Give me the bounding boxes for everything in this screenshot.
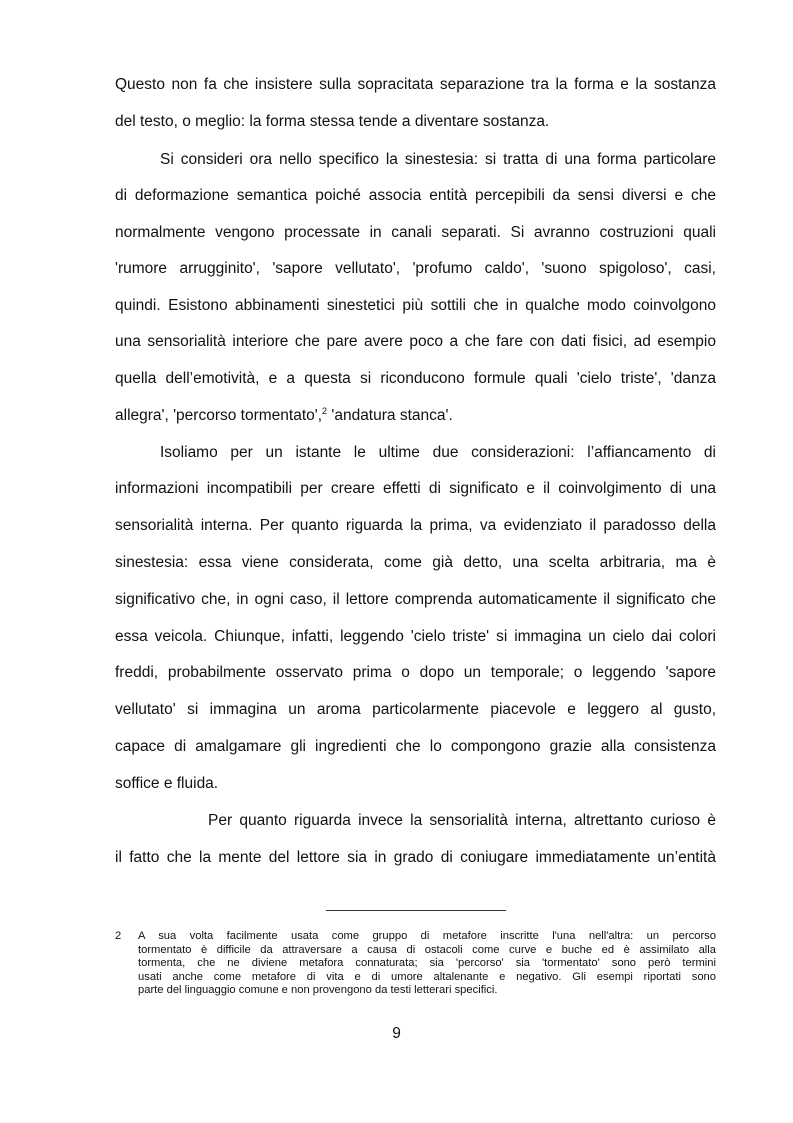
footnote-line: parte del linguaggio comune e non provengono da testi letterari specifici. <box>138 984 498 997</box>
body-line: significativo che, in ogni caso, il lettore comprenda automaticamente il significato che <box>115 591 716 608</box>
body-line: Isoliamo per un istante le ultime due considerazioni: l’affiancamento di <box>160 444 716 461</box>
body-line: sinestesia: essa viene considerata, come già detto, una scelta arbitraria, ma è <box>115 554 716 571</box>
body-line: freddi, probabilmente osservato prima o dopo un temporale; o leggendo 'sapore <box>115 664 716 681</box>
footnote-line: A sua volta facilmente usata come gruppo di metafore inscritte l'una nell'altra: un percorso <box>138 930 716 942</box>
body-line-tail: 'andatura stanca'. <box>327 407 453 424</box>
body-line: Si consideri ora nello specifico la sinestesia: si tratta di una forma particolare <box>160 151 716 168</box>
body-line: del testo, o meglio: la forma stessa tende a diventare sostanza. <box>115 113 550 130</box>
body-line: il fatto che la mente del lettore sia in grado di coniugare immediatamente un’entità <box>115 849 716 866</box>
body-line: Per quanto riguarda invece la sensorialità interna, altrettanto curioso è <box>208 812 716 829</box>
footnote-number: 2 <box>115 930 122 942</box>
body-line-text: allegra', 'percorso tormentato', <box>115 407 323 424</box>
footnote-line: tormenta, che ne diviene metafora connaturata; sia 'percorso' sia 'tormentato' sono però termini <box>138 957 716 970</box>
body-line: informazioni incompatibili per creare effetti di significato e il coinvolgimento di una <box>115 480 716 497</box>
footnote-line: usati anche come metafore di vita e di umore altalenante e negativo. Gli esempi riportati sono <box>138 970 716 983</box>
body-line: una sensorialità interiore che pare avere poco a che fare con dati fisici, ad esempio <box>115 333 716 350</box>
body-line: di deformazione semantica poiché associa entità percepibili da sensi diversi e che <box>115 187 716 204</box>
body-line-with-footnote <box>115 406 716 426</box>
footnote-text <box>138 930 716 998</box>
body-line: sensorialità interna. Per quanto riguarda la prima, va evidenziato il paradosso della <box>115 517 716 534</box>
body-line: 'rumore arrugginito', 'sapore vellutato', 'profumo caldo', 'suono spigoloso', casi, <box>115 260 716 277</box>
body-line: quella dell’emotività, e a questa si riconducono formule quali 'cielo triste', 'danza <box>115 370 716 387</box>
body-line: normalmente vengono processate in canali separati. Si avranno costruzioni quali <box>115 224 716 241</box>
body-line: capace di amalgamare gli ingredienti che lo compongono grazie alla consistenza <box>115 738 716 755</box>
body-line: soffice e fluida. <box>115 775 219 792</box>
body-line: quindi. Esistono abbinamenti sinestetici più sottili che in qualche modo coinvolgono <box>115 297 716 314</box>
footnote-reference[interactable]: 2 <box>322 406 328 416</box>
footnote-line: tormentato è difficile da attraversare a causa di ostacoli come curve e buche ed è assimilato alla <box>138 943 716 956</box>
body-line: essa veicola. Chiunque, infatti, leggendo 'cielo triste' si immagina un cielo dai colori <box>115 628 716 645</box>
page-number: 9 <box>392 1025 401 1042</box>
body-line: vellutato' si immagina un aroma particolarmente piacevole e leggero al gusto, <box>115 701 716 718</box>
body-line: Questo non fa che insistere sulla sopracitata separazione tra la forma e la sostanza <box>115 76 716 93</box>
footnote-separator <box>326 910 506 911</box>
